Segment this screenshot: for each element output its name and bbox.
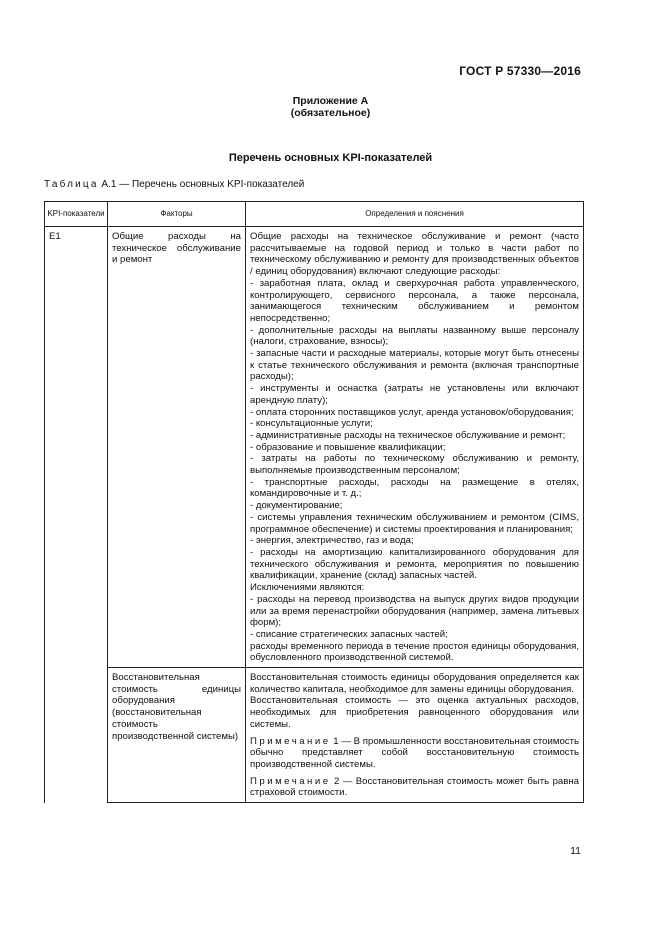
- definition-line: - заработная плата, оклад и сверхурочная работа управленческого, контролирующего, сервисного персонала, а также персонала, занимающегося техническим обслуживанием и ремонтом непосредственно;: [250, 277, 579, 324]
- annex-status: (обязательное): [290, 107, 371, 119]
- table-caption-text: — Перечень основных KPI-показателей: [119, 179, 305, 190]
- definition-line: Исключениями являются:: [250, 582, 365, 594]
- document-code: ГОСТ Р 57330—2016: [459, 64, 581, 78]
- definition-line: - расходы на перевод производства на выпуск других видов продукции или за время перенастройки оборудования (например, замена литьевых форм);: [250, 593, 579, 629]
- definition-cell: [246, 227, 584, 668]
- definition-line: - транспортные расходы, расходы на размещение в отелях, командировочные и т. д.;: [250, 476, 579, 500]
- definition-line: расходы временного периода в течение простоя единицы оборудования, обусловленного производственной системой.: [250, 640, 579, 664]
- definition-line: - расходы на амортизацию капитализированного оборудования для технического обслуживания и ремонта, мероприятия по повышению квалификации, хранение (склад) запасных частей.: [250, 546, 579, 582]
- kpi-cell: Е1: [45, 227, 108, 803]
- note-text: 1 — В промышленности восстановительная стоимость обычно представляет собой восстановительную стоимость производственной системы.: [250, 735, 579, 770]
- definition-line: - документирование;: [250, 500, 343, 512]
- table-header-row: [45, 202, 584, 227]
- definition-line: - затраты на работы по техническому обслуживанию и ремонту, выполняемые производственным персоналом;: [250, 453, 579, 477]
- definition-line: Общие расходы на техническое обслуживание и ремонт (часто рассчитываемые на годовой период и только в части работ по техническому обслуживанию и ремонту для производственных объектов / единиц оборудования) включают следующие расходы:: [250, 231, 579, 278]
- definition-line: - образование и повышение квалификации;: [250, 441, 446, 453]
- column-header-definitions: Определения и пояснения: [246, 202, 584, 227]
- definition-line: - энергия, электричество, газ и вода;: [250, 535, 414, 547]
- definition-line: - списание стратегических запасных частей;: [250, 628, 448, 640]
- definition-line: - консультационные услуги;: [250, 418, 373, 430]
- note: [250, 736, 579, 771]
- definition-line: - оплата сторонних поставщиков услуг, аренда установок/оборудования;: [250, 406, 574, 418]
- definition-line: - инструменты и оснастка (затраты не установлены или включают арендную плату);: [250, 383, 579, 406]
- column-header-factors: Факторы: [108, 202, 246, 227]
- definition-line: - дополнительные расходы на выплаты названному выше персоналу (налоги, страхование, взносы);: [250, 324, 579, 348]
- page-number: 11: [570, 845, 581, 857]
- table-caption-number: А.1: [101, 179, 117, 190]
- definition-cell: [246, 668, 584, 803]
- definition-line: - запасные части и расходные материалы, которые могут быть отнесены к статье технического обслуживания и ремонта (включая транспортные расходы);: [250, 348, 579, 383]
- factor-cell: Общие расходы на техническое обслуживание и ремонт: [108, 227, 246, 668]
- section-title: Перечень основных KPI-показателей: [228, 152, 433, 164]
- table-row: [45, 227, 584, 668]
- definition-line: - системы управления техническим обслуживанием и ремонтом (CIMS, программное обеспечение) и системы проектирования и планирования;: [250, 511, 579, 535]
- table-caption: [44, 179, 304, 190]
- definition-line: Восстановительная стоимость единицы оборудования определяется как количество капитала, необходимое для замены единицы оборудования.: [250, 672, 579, 695]
- note: [250, 776, 579, 799]
- table-caption-label: Таблица: [44, 179, 99, 190]
- note-label: Примечание: [250, 735, 331, 747]
- table-row: [45, 668, 584, 803]
- annex-heading: [0, 95, 661, 119]
- factor-cell: Восстановительная стоимость единицы оборудования (восстановительная стоимость производственной системы): [108, 668, 246, 803]
- note-text: 2 — Восстановительная стоимость может быть равна страховой стоимости.: [250, 775, 579, 799]
- definition-line: Восстановительная стоимость — это оценка актуальных расходов, необходимых для приобретения равноценного оборудования или системы.: [250, 695, 579, 730]
- kpi-table: [44, 201, 584, 803]
- annex-title: Приложение А: [292, 95, 369, 107]
- definition-line: - административные расходы на техническое обслуживание и ремонт;: [250, 429, 566, 441]
- column-header-kpi: KPI-показатели: [45, 202, 108, 227]
- note-label: Примечание: [250, 775, 331, 787]
